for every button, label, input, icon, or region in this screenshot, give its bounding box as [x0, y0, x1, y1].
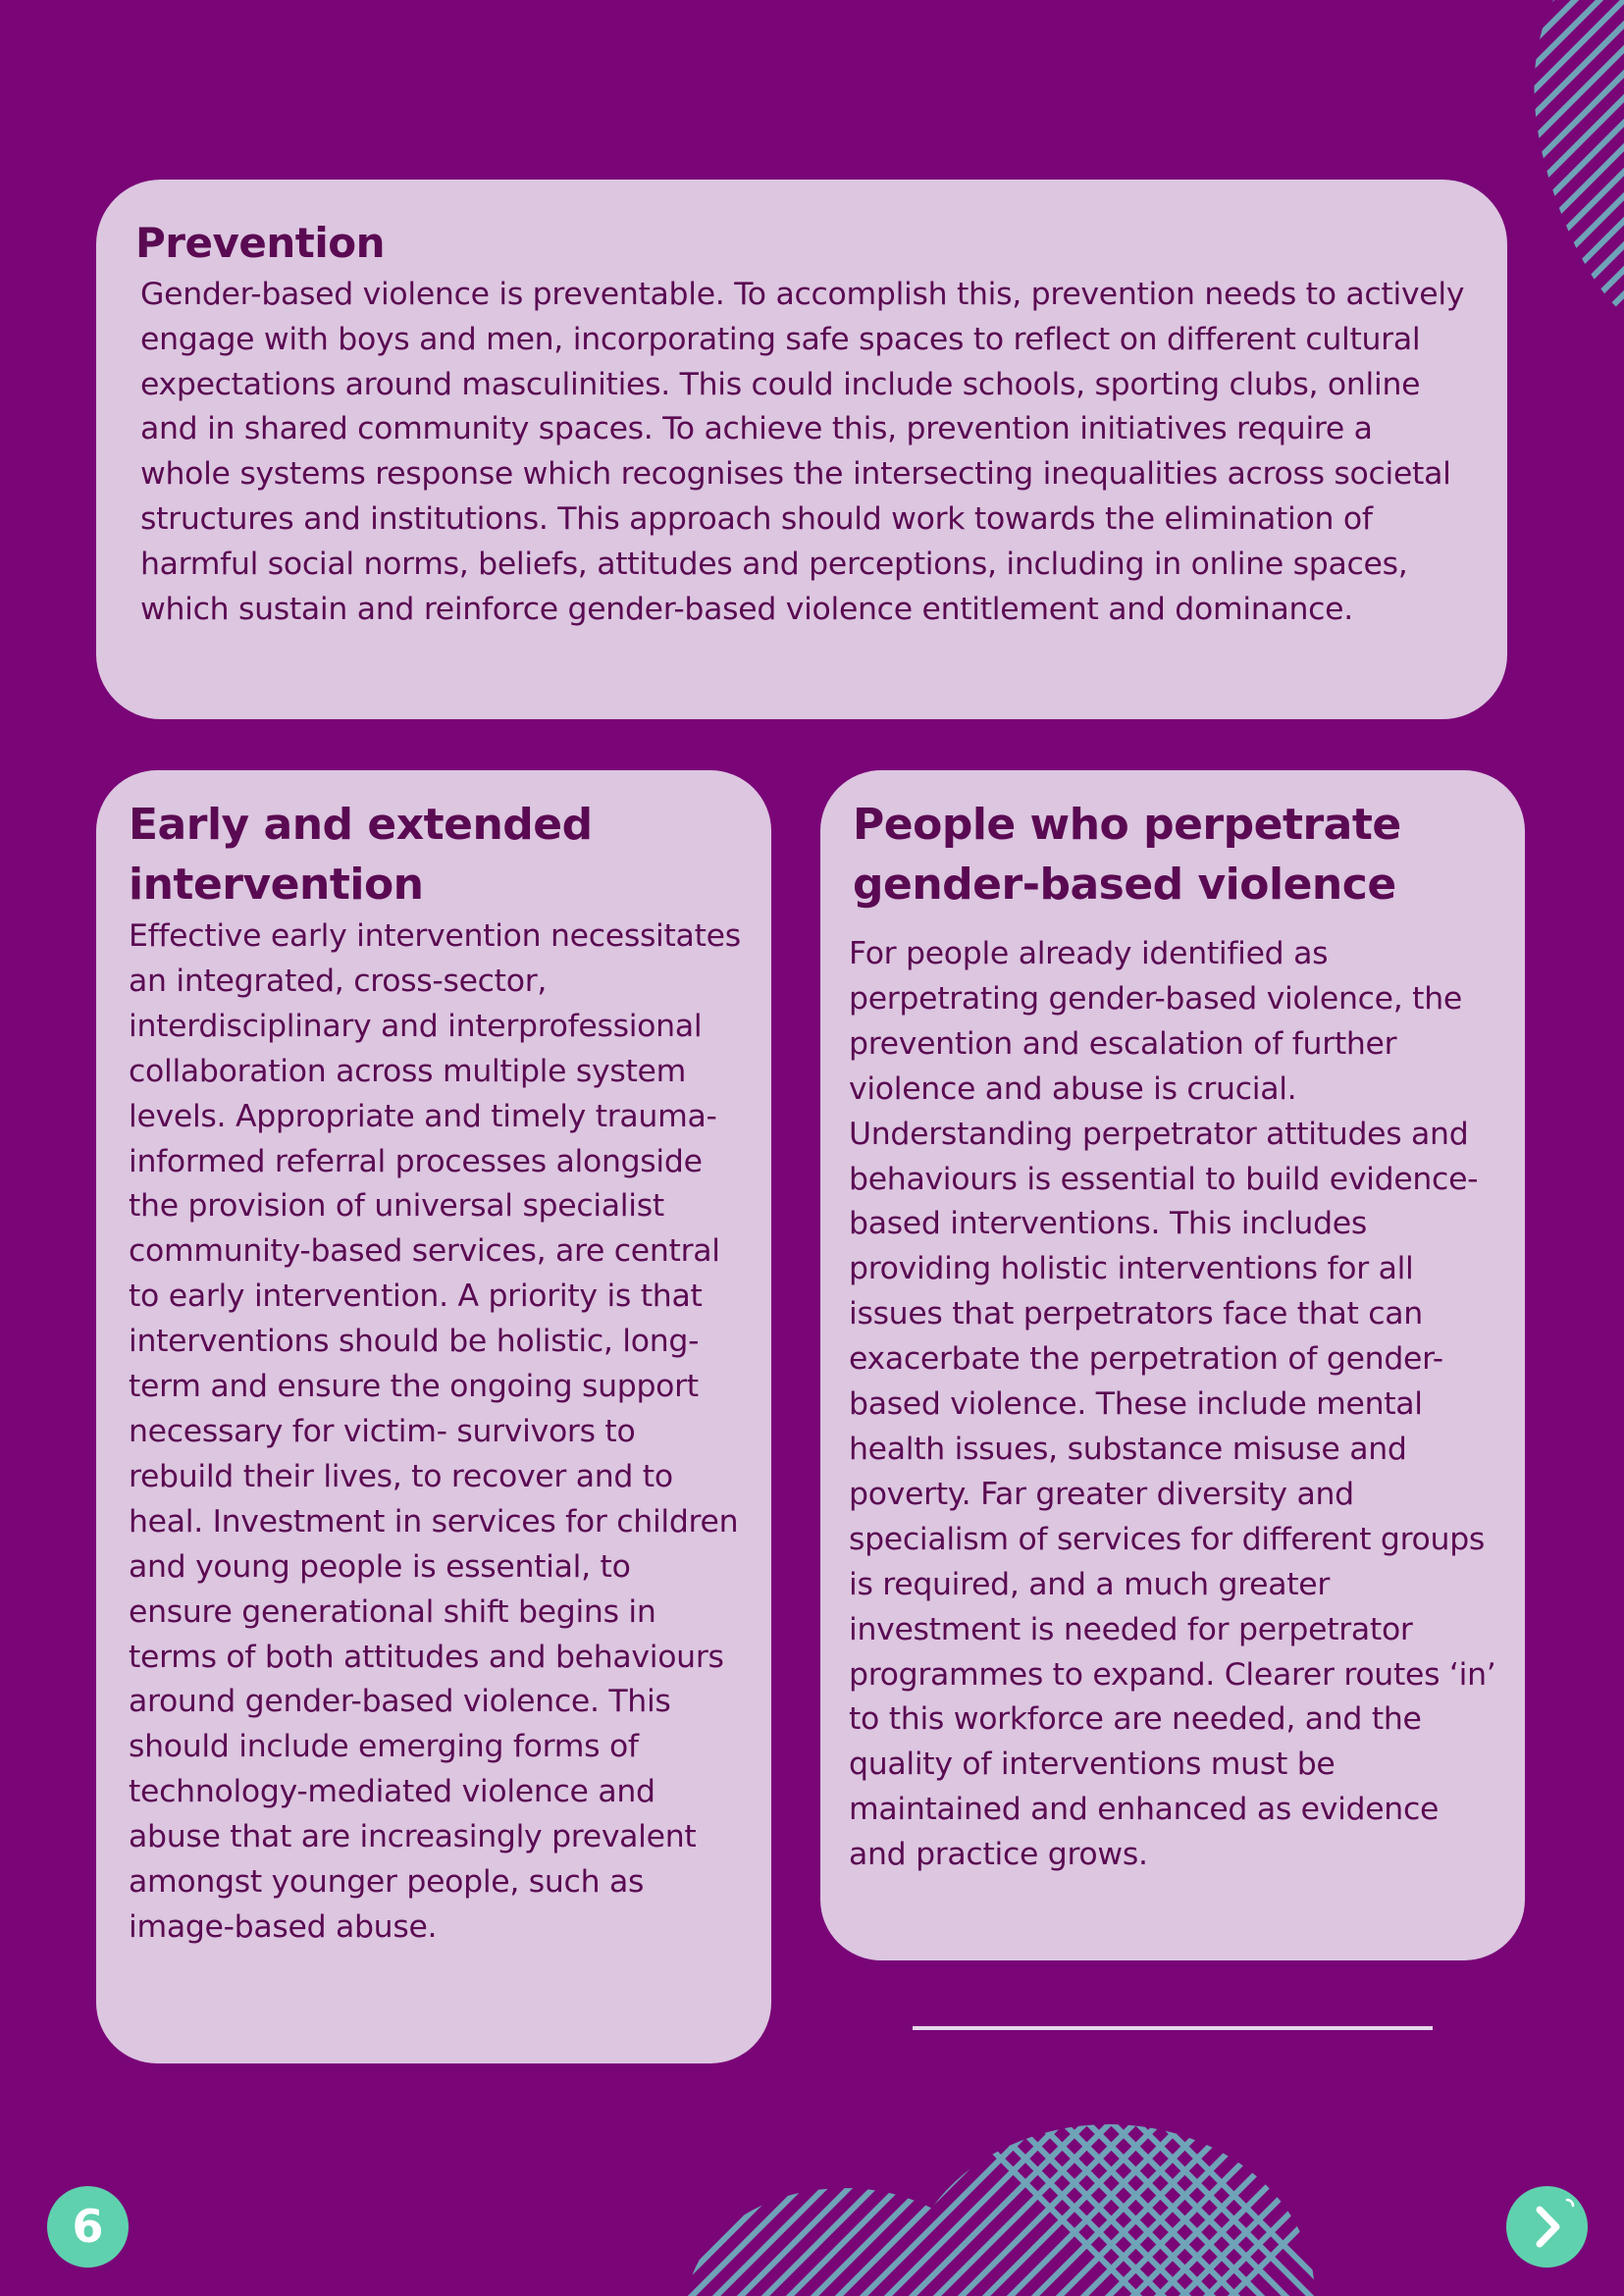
perpetrators-card — [820, 770, 1525, 1960]
early-intervention-heading: Early and extended intervention — [129, 800, 593, 910]
decorative-stripes-top-right — [1496, 0, 1624, 324]
perpetrators-heading: People who perpetrate gender-based violence — [853, 800, 1401, 910]
perpetrators-body: For people already identified as perpetrating gender-based violence, the prevention and escalation of further violence and abuse is crucial. Understanding perpetrator attitudes and behaviours is essential to build evidence-based interventions. This includes providing holistic interventions for all issues that perpetrators face that can exacerbate the perpetration of gender-based violence. These include mental health issues, substance misuse and poverty. Far greater diversity and specialism of services for different groups is required, and a much greater investment is needed for perpetrator programmes to expand. Clearer routes ‘in’ to this workforce are needed, and the quality of interventions must be maintained and enhanced as evidence and practice grows. — [849, 936, 1496, 1873]
decorative-stripes-bottom — [667, 2110, 1335, 2296]
prevention-heading: Prevention — [135, 219, 385, 267]
early-intervention-card — [96, 770, 771, 2063]
next-page-button[interactable] — [1506, 2186, 1588, 2268]
page-number-badge: 6 — [47, 2186, 129, 2268]
chevron-right-icon — [1506, 2186, 1588, 2268]
prevention-body: Gender-based violence is preventable. To accomplish this, prevention needs to actively engage with boys and men, incorporating safe spaces to reflect on different cultural expectations around masculinities. This could include schools, sporting clubs, online and in shared community spaces. To achieve this, prevention initiatives require a whole systems response which recognises the intersecting inequalities across societal structures and institutions. This approach should work towards the elimination of harmful social norms, beliefs, attitudes and perceptions, including in online spaces, which sustain and reinforce gender-based violence entitlement and dominance. — [140, 277, 1465, 627]
divider-line — [913, 2026, 1433, 2030]
early-intervention-body: Effective early intervention necessitates an integrated, cross-sector, interdisciplinary and interprofessional collaboration across multiple system levels. Appropriate and timely trauma-informed referral processes alongside the provision of universal specialist community-based services, are central to early intervention. A priority is that interventions should be holistic, long-term and ensure the ongoing support necessary for victim- survivors to rebuild their lives, to recover and to heal. Investment in services for children and young people is essential, to ensure generational shift begins in terms of both attitudes and behaviours around gender-based violence. This should include emerging forms of technology-mediated violence and abuse that are increasingly prevalent amongst younger people, such as image-based abuse. — [129, 918, 741, 1945]
prevention-card — [96, 180, 1507, 719]
